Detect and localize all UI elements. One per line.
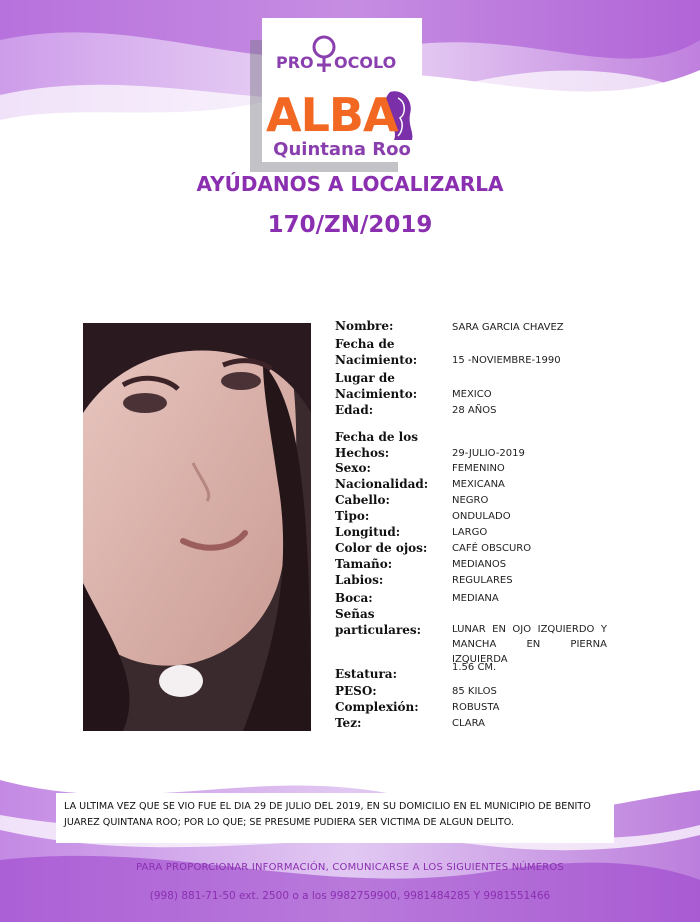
detail-value: 28 AÑOS [452,405,497,416]
detail-label: Lugar de Nacimiento: [335,371,418,401]
headline: AYÚDANOS A LOCALIZARLA [196,172,504,196]
detail-label: Complexión: [335,700,419,714]
detail-label: Color de ojos: [335,541,428,555]
detail-label: Nacionalidad: [335,477,429,491]
contact-phone-numbers: (998) 881-71-50 ext. 2500 o a los 9982759900, 9981484285 Y 9981551466 [149,890,551,902]
detail-label: Nombre: [335,319,394,333]
detail-value: ONDULADO [452,511,511,522]
logo-region-text: Quintana Roo [273,139,411,160]
detail-label: Fecha de los Hechos: [335,430,419,460]
detail-value: SARA GARCIA CHAVEZ [452,322,564,333]
detail-label: Boca: [335,591,373,605]
detail-value: LUNAR EN OJO IZQUIERDO Y MANCHA EN PIERNA IZQUIERDA [452,624,607,665]
detail-value: 1.56 CM. [452,662,497,673]
detail-label: PESO: [335,684,377,698]
detail-value: FEMENINO [452,463,505,474]
detail-value: NEGRO [452,495,489,506]
detail-label: Tez: [335,716,362,730]
detail-value: REGULARES [452,575,513,586]
detail-value: 85 KILOS [452,686,497,697]
last-seen-summary: LA ULTIMA VEZ QUE SE VIO FUE EL DIA 29 DE JULIO DEL 2019, EN SU DOMICILIO EN EL MUNICIPIO DE BENITO JUAREZ QUINTANA ROO; POR LO QUE; SE PRESUME PUDIERA SER VICTIMA DE ALGUN DELITO. [56,793,614,843]
contact-instructions: PARA PROPORCIONAR INFORMACIÓN, COMUNICARSE A LOS SIGUIENTES NÚMEROS [135,862,565,873]
detail-label: Edad: [335,403,374,417]
detail-value: CLARA [452,718,486,729]
detail-label: Tamaño: [335,557,393,571]
detail-label: Señas particulares: [335,607,422,637]
detail-label: Longitud: [335,525,401,539]
missing-person-photo [83,323,311,731]
detail-label: Estatura: [335,667,398,681]
detail-value: MEXICANA [452,479,505,490]
detail-value: LARGO [452,527,488,538]
detail-value: MEDIANOS [452,559,507,570]
detail-label: Labios: [335,573,384,587]
detail-value: 15 -NOVIEMBRE-1990 [452,355,561,366]
detail-value: ROBUSTA [452,702,500,713]
detail-value: MEDIANA [452,593,499,604]
logo-alba-text: ALBA [266,88,398,142]
detail-label: Tipo: [335,509,370,523]
detail-label: Sexo: [335,461,371,475]
detail-label: Cabello: [335,493,390,507]
case-number: 170/ZN/2019 [267,212,433,238]
detail-value: CAFÉ OBSCURO [452,543,532,554]
detail-label: Fecha de Nacimiento: [335,337,418,367]
svg-text:PRO: PRO [276,53,314,72]
detail-value: MEXICO [452,389,492,400]
svg-text:OCOLO: OCOLO [334,53,397,72]
protocolo-alba-logo [262,18,422,162]
detail-value: 29-JULIO-2019 [452,448,525,459]
